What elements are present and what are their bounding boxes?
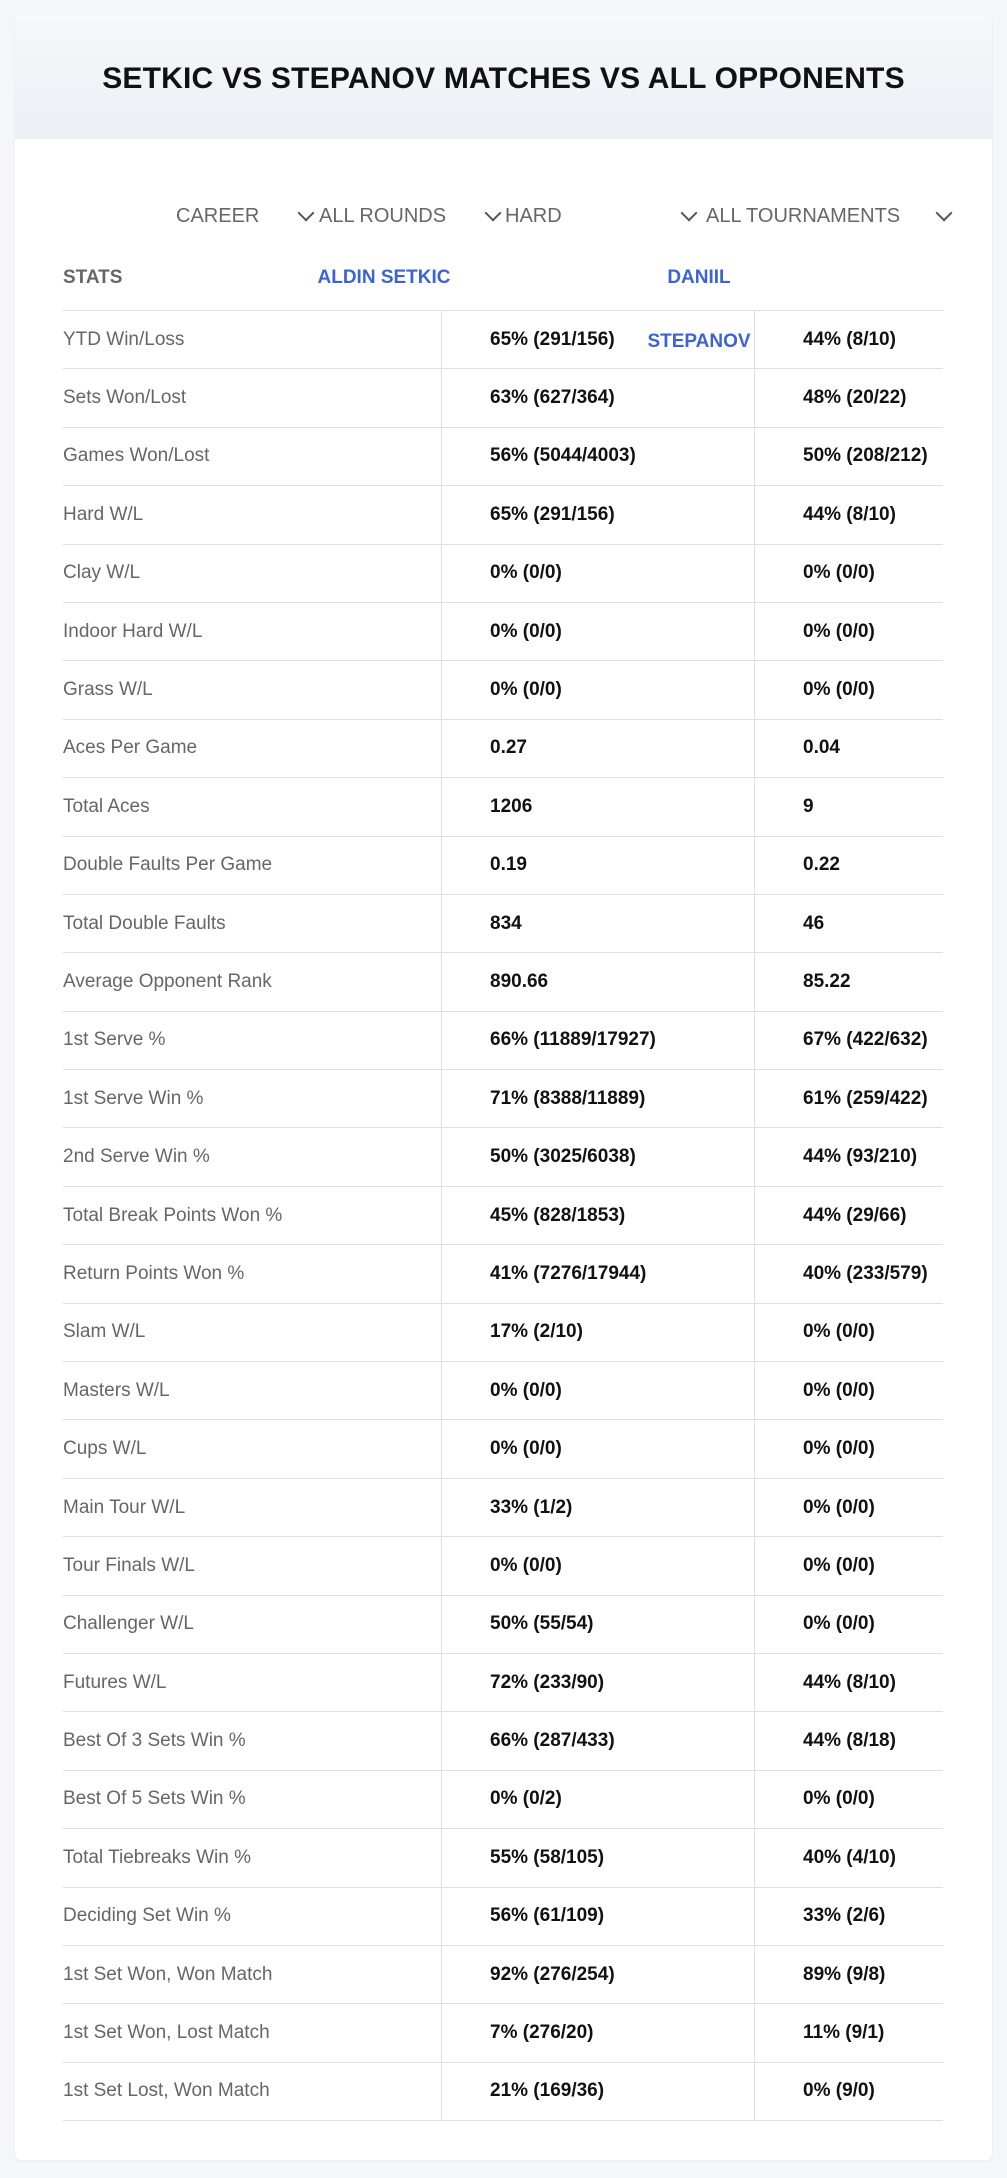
player2-value: 33% (2/6) bbox=[754, 1888, 943, 1945]
player2-value: 0.04 bbox=[754, 720, 943, 777]
stat-label: Return Points Won % bbox=[63, 1262, 245, 1284]
stat-label: 1st Serve % bbox=[63, 1029, 166, 1051]
player1-value: 72% (233/90) bbox=[441, 1654, 754, 1711]
chevron-down-icon bbox=[936, 205, 953, 222]
table-body bbox=[63, 311, 943, 2121]
table-row bbox=[63, 1070, 943, 1128]
player1-value: 56% (5044/4003) bbox=[441, 428, 754, 485]
stat-label: Grass W/L bbox=[63, 679, 153, 701]
player2-value: 0% (0/0) bbox=[754, 661, 943, 718]
player1-value: 50% (55/54) bbox=[441, 1596, 754, 1653]
filter-label: CAREER bbox=[176, 204, 260, 227]
player1-value: 33% (1/2) bbox=[441, 1479, 754, 1536]
table-row bbox=[63, 1187, 943, 1245]
table-row bbox=[63, 720, 943, 778]
player2-value: 61% (259/422) bbox=[754, 1070, 943, 1127]
table-row bbox=[63, 545, 943, 603]
player2-value: 0% (0/0) bbox=[754, 1362, 943, 1419]
column-header-player1[interactable]: ALDIN SETKIC bbox=[317, 267, 451, 288]
table-row bbox=[63, 1946, 943, 2004]
player2-value: 50% (208/212) bbox=[754, 428, 943, 485]
chevron-down-icon bbox=[485, 205, 502, 222]
table-row bbox=[63, 369, 943, 427]
table-row bbox=[63, 2063, 943, 2121]
card-header bbox=[15, 14, 992, 139]
column-header-stats: STATS bbox=[63, 267, 123, 288]
table-row bbox=[63, 1537, 943, 1595]
table-row bbox=[63, 1888, 943, 1946]
stat-label: Deciding Set Win % bbox=[63, 1905, 231, 1927]
player2-value: 0% (0/0) bbox=[754, 1304, 943, 1361]
table-row bbox=[63, 1304, 943, 1362]
table-row bbox=[63, 311, 943, 369]
table-row bbox=[63, 953, 943, 1011]
stat-label: Total Double Faults bbox=[63, 912, 226, 934]
player2-value: 44% (8/10) bbox=[754, 311, 943, 368]
filter-rounds-select[interactable] bbox=[319, 186, 499, 246]
player2-value: 0.22 bbox=[754, 837, 943, 894]
table-row bbox=[63, 1829, 943, 1887]
filter-label: ALL TOURNAMENTS bbox=[706, 204, 901, 227]
player2-value: 48% (20/22) bbox=[754, 369, 943, 426]
stats-card bbox=[15, 14, 992, 2160]
stat-label: Total Break Points Won % bbox=[63, 1204, 283, 1226]
table-row bbox=[63, 1128, 943, 1186]
stat-label: Slam W/L bbox=[63, 1321, 146, 1343]
player1-value: 0% (0/2) bbox=[441, 1771, 754, 1828]
stat-label: 1st Set Won, Won Match bbox=[63, 1963, 273, 1985]
player2-value: 40% (4/10) bbox=[754, 1829, 943, 1886]
player1-value: 45% (828/1853) bbox=[441, 1187, 754, 1244]
stat-label: Hard W/L bbox=[63, 503, 144, 525]
player2-value: 67% (422/632) bbox=[754, 1012, 943, 1069]
filter-surface-select[interactable] bbox=[505, 186, 695, 246]
table-row bbox=[63, 1012, 943, 1070]
table-row bbox=[63, 1245, 943, 1303]
filter-bar bbox=[15, 186, 992, 246]
table-row bbox=[63, 661, 943, 719]
player1-value: 66% (11889/17927) bbox=[441, 1012, 754, 1069]
table-row bbox=[63, 1420, 943, 1478]
stat-label: Cups W/L bbox=[63, 1438, 147, 1460]
stat-label: 1st Serve Win % bbox=[63, 1087, 204, 1109]
player2-value: 0% (0/0) bbox=[754, 1596, 943, 1653]
stats-table bbox=[63, 246, 943, 2121]
stat-label: Masters W/L bbox=[63, 1379, 170, 1401]
player2-value: 11% (9/1) bbox=[754, 2004, 943, 2061]
player1-value: 890.66 bbox=[441, 953, 754, 1010]
player1-value: 0% (0/0) bbox=[441, 1420, 754, 1477]
player2-value: 44% (8/18) bbox=[754, 1712, 943, 1769]
player1-value: 1206 bbox=[441, 778, 754, 835]
table-row bbox=[63, 1771, 943, 1829]
player1-value: 41% (7276/17944) bbox=[441, 1245, 754, 1302]
filter-tournaments-select[interactable] bbox=[706, 186, 950, 246]
stat-label: 2nd Serve Win % bbox=[63, 1146, 210, 1168]
player2-value: 0% (0/0) bbox=[754, 1479, 943, 1536]
player1-value: 92% (276/254) bbox=[441, 1946, 754, 2003]
table-row bbox=[63, 837, 943, 895]
player2-value: 0% (0/0) bbox=[754, 1771, 943, 1828]
player2-value: 9 bbox=[754, 778, 943, 835]
player2-value: 0% (0/0) bbox=[754, 603, 943, 660]
filter-label: ALL ROUNDS bbox=[319, 204, 447, 227]
stat-label: Double Faults Per Game bbox=[63, 854, 273, 876]
player1-value: 65% (291/156) bbox=[441, 486, 754, 543]
table-row bbox=[63, 486, 943, 544]
player1-value: 63% (627/364) bbox=[441, 369, 754, 426]
filter-label: HARD bbox=[505, 204, 562, 227]
player1-value: 55% (58/105) bbox=[441, 1829, 754, 1886]
player1-value: 0% (0/0) bbox=[441, 603, 754, 660]
player2-value: 89% (9/8) bbox=[754, 1946, 943, 2003]
player1-value: 21% (169/36) bbox=[441, 2063, 754, 2120]
stat-label: Sets Won/Lost bbox=[63, 387, 187, 409]
stat-label: Average Opponent Rank bbox=[63, 970, 272, 992]
stat-label: Games Won/Lost bbox=[63, 445, 210, 467]
stat-label: Tour Finals W/L bbox=[63, 1554, 195, 1576]
table-row bbox=[63, 1362, 943, 1420]
stat-label: Best Of 3 Sets Win % bbox=[63, 1730, 246, 1752]
stat-label: 1st Set Lost, Won Match bbox=[63, 2080, 270, 2102]
player2-value: 44% (8/10) bbox=[754, 1654, 943, 1711]
stat-label: Futures W/L bbox=[63, 1671, 167, 1693]
stat-label: Clay W/L bbox=[63, 562, 141, 584]
player1-value: 0.19 bbox=[441, 837, 754, 894]
stat-label: Challenger W/L bbox=[63, 1613, 194, 1635]
table-row bbox=[63, 895, 943, 953]
stat-label: Indoor Hard W/L bbox=[63, 620, 203, 642]
player1-value: 0% (0/0) bbox=[441, 661, 754, 718]
player1-value: 7% (276/20) bbox=[441, 2004, 754, 2061]
stat-label: 1st Set Won, Lost Match bbox=[63, 2022, 270, 2044]
table-row bbox=[63, 1596, 943, 1654]
player2-value: 46 bbox=[754, 895, 943, 952]
table-row bbox=[63, 1654, 943, 1712]
player1-value: 56% (61/109) bbox=[441, 1888, 754, 1945]
table-row bbox=[63, 603, 943, 661]
stat-label: Aces Per Game bbox=[63, 737, 198, 759]
player1-value: 834 bbox=[441, 895, 754, 952]
player2-value: 0% (0/0) bbox=[754, 1420, 943, 1477]
player2-value: 40% (233/579) bbox=[754, 1245, 943, 1302]
player1-value: 66% (287/433) bbox=[441, 1712, 754, 1769]
table-row bbox=[63, 428, 943, 486]
table-row bbox=[63, 2004, 943, 2062]
table-row bbox=[63, 778, 943, 836]
player1-value: 0% (0/0) bbox=[441, 1362, 754, 1419]
chevron-down-icon bbox=[681, 205, 698, 222]
player1-value: 17% (2/10) bbox=[441, 1304, 754, 1361]
player2-value: 85.22 bbox=[754, 953, 943, 1010]
player2-value: 44% (29/66) bbox=[754, 1187, 943, 1244]
column-header-player2[interactable]: DANIIL STEPANOV bbox=[647, 267, 751, 352]
player2-value: 0% (0/0) bbox=[754, 1537, 943, 1594]
stat-label: YTD Win/Loss bbox=[63, 328, 185, 350]
filter-career-select[interactable] bbox=[176, 186, 312, 246]
table-row bbox=[63, 1712, 943, 1770]
stat-label: Best Of 5 Sets Win % bbox=[63, 1788, 246, 1810]
player1-value: 50% (3025/6038) bbox=[441, 1128, 754, 1185]
player1-value: 71% (8388/11889) bbox=[441, 1070, 754, 1127]
player1-value: 65% (291/156) bbox=[441, 311, 754, 368]
player2-value: 44% (93/210) bbox=[754, 1128, 943, 1185]
player2-value: 0% (9/0) bbox=[754, 2063, 943, 2120]
player2-value: 44% (8/10) bbox=[754, 486, 943, 543]
page-title: SETKIC VS STEPANOV MATCHES VS ALL OPPONENTS bbox=[102, 61, 905, 95]
chevron-down-icon bbox=[298, 205, 315, 222]
stat-label: Total Aces bbox=[63, 795, 150, 817]
stat-label: Total Tiebreaks Win % bbox=[63, 1846, 251, 1868]
player2-value: 0% (0/0) bbox=[754, 545, 943, 602]
player1-value: 0.27 bbox=[441, 720, 754, 777]
player1-value: 0% (0/0) bbox=[441, 545, 754, 602]
player1-value: 0% (0/0) bbox=[441, 1537, 754, 1594]
table-row bbox=[63, 1479, 943, 1537]
stat-label: Main Tour W/L bbox=[63, 1496, 186, 1518]
